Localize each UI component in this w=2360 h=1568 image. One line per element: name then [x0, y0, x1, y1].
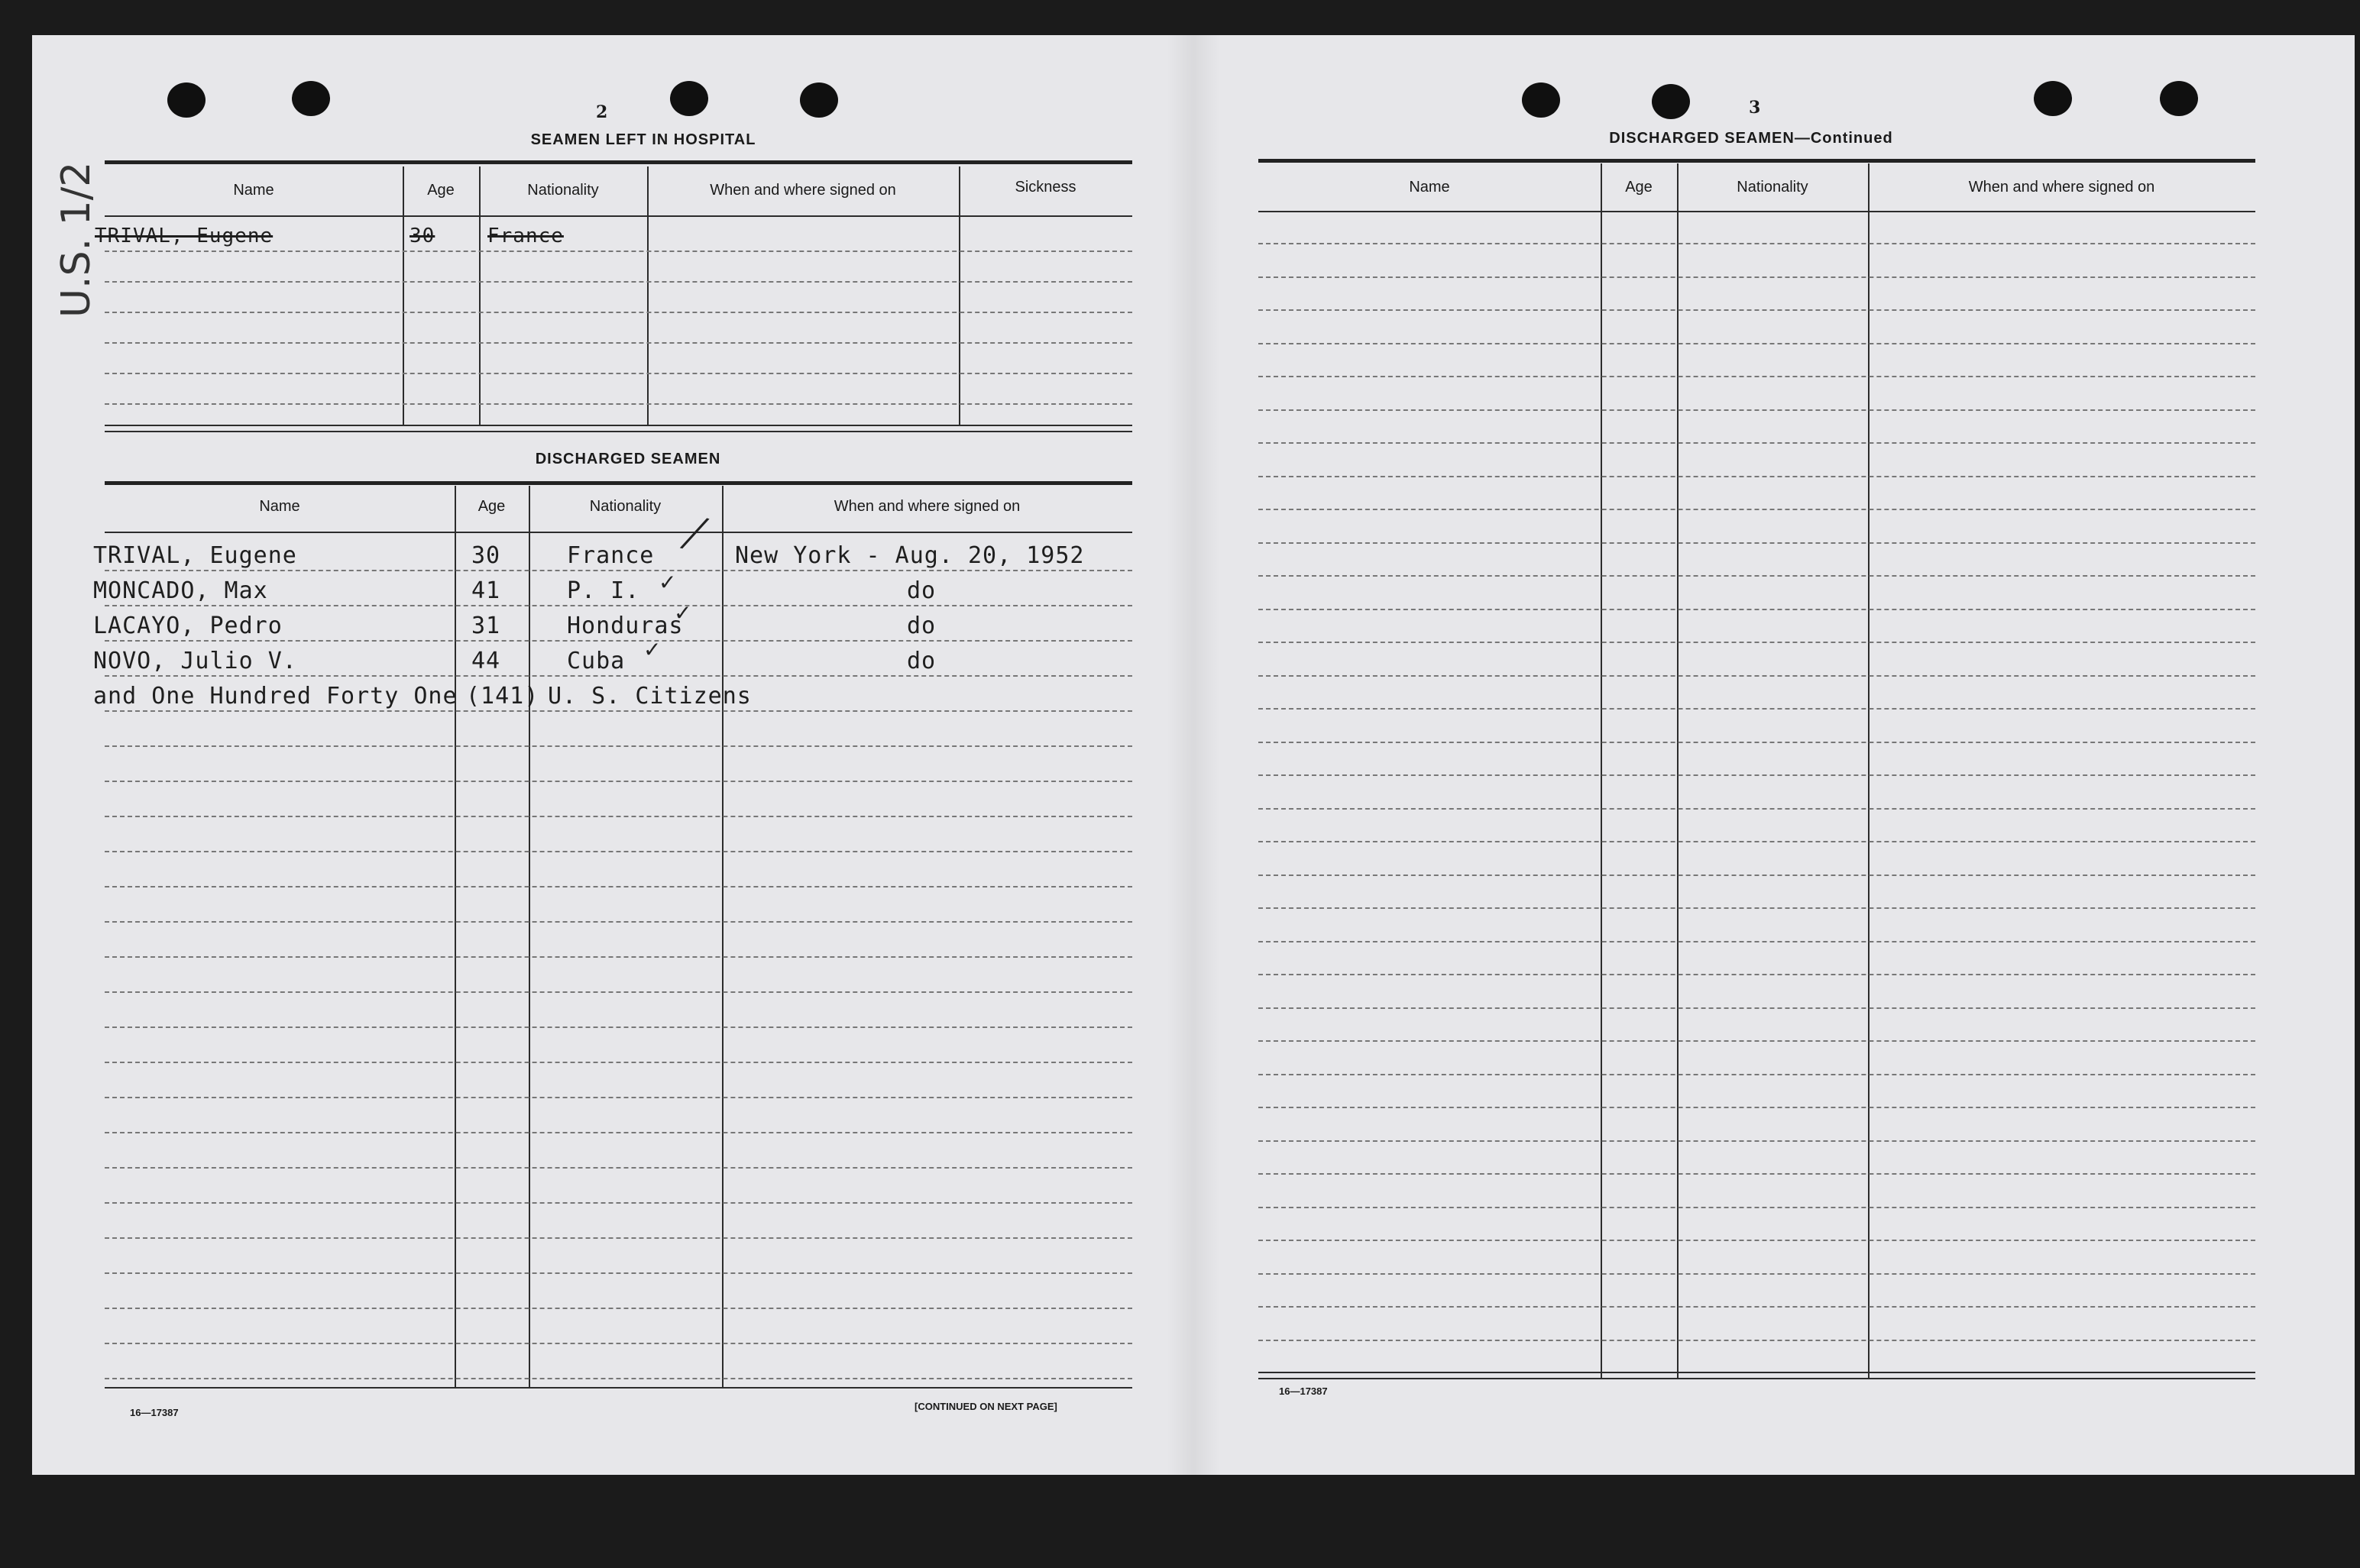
ruled-line — [1258, 774, 2255, 776]
crossed-out-name: TRIVAL, Eugene — [95, 225, 274, 247]
form-number: 16—17387 — [1279, 1385, 1328, 1397]
ruled-line — [105, 781, 1132, 782]
ruled-line — [1258, 708, 2255, 710]
ruled-line — [1258, 343, 2255, 344]
crossed-out-nationality: France — [487, 225, 564, 247]
page-fold — [1167, 35, 1220, 1475]
ruled-line — [105, 1272, 1132, 1274]
ruled-line — [1258, 974, 2255, 975]
punch-hole — [292, 81, 330, 116]
ruled-line — [105, 710, 1132, 712]
ruled-line — [105, 1308, 1132, 1309]
seaman-age: (141) — [466, 683, 539, 710]
table-border — [1258, 1378, 2255, 1379]
ruled-line — [1258, 1007, 2255, 1009]
seaman-name: MONCADO, Max — [93, 577, 268, 604]
punch-hole — [2160, 81, 2198, 116]
seaman-name: and One Hundred Forty One — [93, 683, 458, 710]
ruled-line — [1258, 542, 2255, 544]
ruled-line — [1258, 742, 2255, 743]
column-header-age: Age — [478, 498, 506, 515]
ruled-line — [1258, 575, 2255, 577]
ruled-line — [105, 281, 1132, 283]
ruled-line — [1258, 476, 2255, 477]
seaman-age: 41 — [471, 577, 501, 604]
ruled-line — [105, 1237, 1132, 1239]
ruled-line — [1258, 276, 2255, 278]
column-divider — [959, 166, 960, 426]
ruled-line — [105, 570, 1132, 571]
ruled-line — [105, 991, 1132, 993]
ruled-line — [1258, 1173, 2255, 1175]
table-border — [105, 425, 1132, 426]
ruled-line — [1258, 1306, 2255, 1308]
seaman-signed-on: do — [907, 648, 937, 674]
ruled-line — [105, 251, 1132, 252]
ruled-line — [105, 675, 1132, 677]
ruled-line — [105, 956, 1132, 958]
column-header-sickness: Sickness — [1015, 179, 1076, 196]
ruled-line — [1258, 808, 2255, 810]
punch-hole — [800, 82, 838, 118]
ruled-line — [105, 342, 1132, 344]
continued-note: [CONTINUED ON NEXT PAGE] — [915, 1401, 1057, 1412]
ruled-line — [1258, 509, 2255, 510]
seaman-age: 44 — [471, 648, 501, 674]
ruled-line — [105, 605, 1132, 606]
ruled-line — [1258, 442, 2255, 444]
section-title-discharged-continued — [1484, 130, 2018, 147]
ruled-line — [105, 1343, 1132, 1344]
check-mark-icon: ✓ — [643, 637, 662, 662]
section-title-discharged: DISCHARGED SEAMEN — [535, 451, 721, 467]
seaman-nationality: France — [567, 542, 655, 569]
column-header-nationality: Nationality — [527, 182, 599, 199]
ruled-line — [105, 745, 1132, 747]
punch-hole — [1652, 84, 1690, 119]
punch-hole — [670, 81, 708, 116]
check-mark-icon: ╱ — [681, 514, 708, 554]
column-divider — [1868, 163, 1870, 1378]
ruled-line — [1258, 875, 2255, 876]
seaman-nationality: Cuba — [567, 648, 626, 674]
seaman-signed-on: do — [907, 613, 937, 639]
column-header-signed-on: When and where signed on — [834, 498, 1021, 515]
column-divider — [647, 166, 649, 426]
ruled-line — [105, 403, 1132, 405]
table-border — [105, 532, 1132, 533]
punch-hole — [2034, 81, 2072, 116]
document-sheet — [32, 35, 2355, 1475]
section-title-text: DISCHARGED SEAMEN—Continued — [1609, 130, 1893, 147]
ruled-line — [1258, 1273, 2255, 1275]
ruled-line — [1258, 1107, 2255, 1108]
ruled-line — [105, 1132, 1132, 1133]
ruled-line — [1258, 376, 2255, 377]
check-mark-icon: ✓ — [674, 600, 692, 626]
table-border — [105, 481, 1132, 485]
punch-hole — [167, 82, 206, 118]
ruled-line — [1258, 941, 2255, 942]
check-mark-icon: ✓ — [659, 570, 677, 595]
crossed-out-age: 30 — [410, 225, 435, 247]
table-border — [105, 1387, 1132, 1389]
ruled-line — [105, 373, 1132, 374]
column-divider — [722, 486, 724, 1389]
seaman-age: 30 — [471, 542, 501, 569]
table-border — [105, 431, 1132, 432]
ruled-line — [105, 921, 1132, 923]
table-border — [1258, 211, 2255, 212]
seaman-nationality: P. I. — [567, 577, 640, 604]
ruled-line — [105, 312, 1132, 313]
column-header-nationality: Nationality — [1737, 179, 1808, 196]
column-header-signed-on: When and where signed on — [710, 182, 896, 199]
column-header-name: Name — [1409, 179, 1450, 196]
seaman-name: TRIVAL, Eugene — [93, 542, 297, 569]
ruled-line — [1258, 1240, 2255, 1241]
table-border — [1258, 159, 2255, 163]
ruled-line — [1258, 1074, 2255, 1075]
table-border — [105, 160, 1132, 164]
ruled-line — [1258, 1140, 2255, 1142]
seaman-nationality: U. S. Citizens — [548, 683, 752, 710]
margin-note: U.S. 1/2 — [53, 161, 99, 318]
ruled-line — [1258, 1040, 2255, 1042]
column-header-name: Name — [259, 498, 300, 515]
ruled-line — [105, 1202, 1132, 1204]
table-border — [105, 215, 1132, 217]
section-title-hospital: SEAMEN LEFT IN HOSPITAL — [530, 131, 756, 148]
ruled-line — [1258, 907, 2255, 909]
ruled-line — [105, 640, 1132, 642]
ruled-line — [105, 1167, 1132, 1169]
column-header-age: Age — [1625, 179, 1653, 196]
ruled-line — [105, 886, 1132, 887]
ruled-line — [1258, 409, 2255, 411]
column-header-signed-on: When and where signed on — [1968, 179, 2155, 196]
ruled-line — [105, 851, 1132, 852]
column-header-name: Name — [233, 182, 274, 199]
page-number: 3 — [1749, 98, 1761, 118]
table-border — [1258, 1372, 2255, 1373]
column-header-age: Age — [427, 182, 455, 199]
ruled-line — [105, 1062, 1132, 1063]
column-divider — [403, 166, 404, 426]
seaman-name: LACAYO, Pedro — [93, 613, 283, 639]
ruled-line — [105, 1026, 1132, 1028]
form-number: 16—17387 — [130, 1407, 179, 1418]
column-divider — [479, 166, 481, 426]
seaman-nationality: Honduras — [567, 613, 684, 639]
ruled-line — [1258, 642, 2255, 643]
column-divider — [529, 486, 530, 1389]
ruled-line — [1258, 609, 2255, 610]
punch-hole — [1522, 82, 1560, 118]
ruled-line — [105, 1378, 1132, 1379]
ruled-line — [1258, 1207, 2255, 1208]
column-divider — [1677, 163, 1679, 1378]
seaman-signed-on: New York - Aug. 20, 1952 — [735, 542, 1085, 569]
ruled-line — [105, 816, 1132, 817]
column-divider — [1601, 163, 1602, 1378]
column-header-nationality: Nationality — [589, 498, 662, 515]
ruled-line — [1258, 309, 2255, 311]
ruled-line — [105, 1097, 1132, 1098]
seaman-name: NOVO, Julio V. — [93, 648, 297, 674]
ruled-line — [1258, 675, 2255, 677]
ruled-line — [1258, 1340, 2255, 1341]
page-number: 2 — [596, 102, 608, 122]
seaman-signed-on: do — [907, 577, 937, 604]
column-divider — [455, 486, 456, 1389]
ruled-line — [1258, 841, 2255, 842]
ruled-line — [1258, 243, 2255, 244]
seaman-age: 31 — [471, 613, 501, 639]
